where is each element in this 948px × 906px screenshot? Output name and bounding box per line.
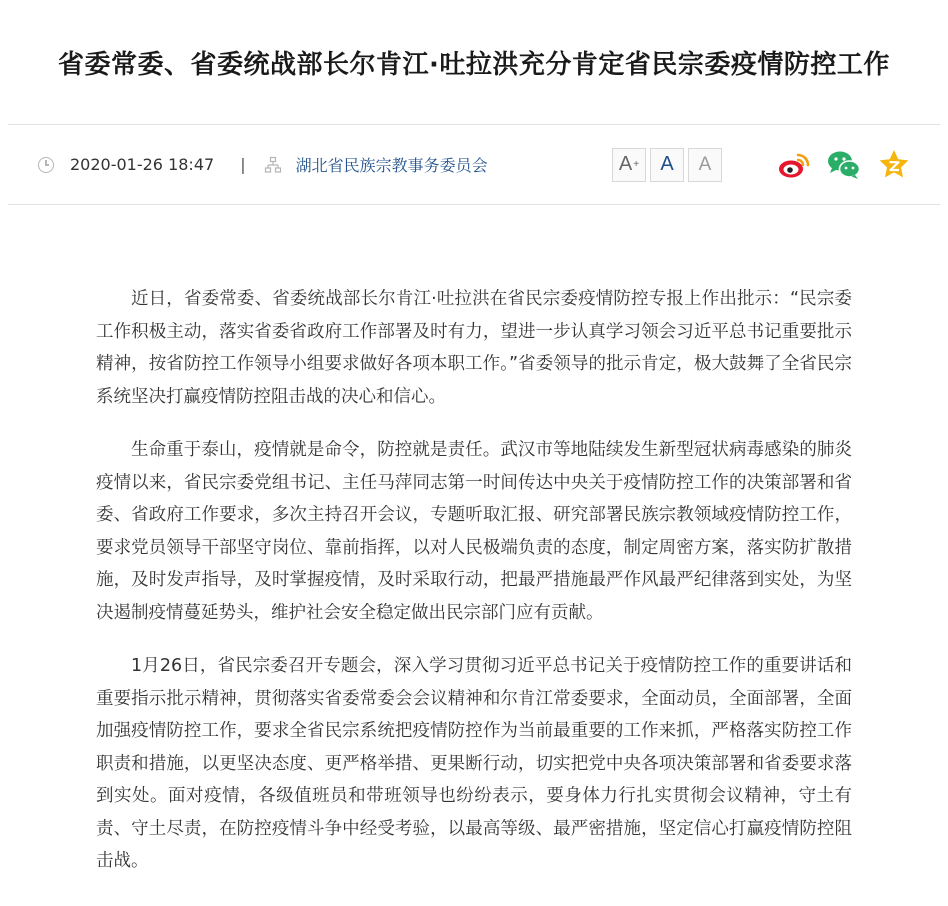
meta-separator: |	[240, 155, 246, 174]
font-size-plus-label: +	[633, 159, 640, 170]
meta-info	[38, 153, 488, 176]
qzone-icon[interactable]	[876, 147, 912, 183]
clock-icon	[38, 157, 54, 173]
title-bar	[0, 0, 948, 124]
meta-bar	[8, 125, 940, 205]
article-paragraph: 1月26日，省民宗委召开专题会，深入学习贯彻习近平总书记关于疫情防控工作的重要讲话和重要指示批示精神，贯彻落实省委常委会会议精神和尔肯江常委要求，全面动员，全面部署，全面加强疫情防控工作，要求全省民宗系统把疫情防控作为当前最重要的工作来抓，严格落实防控工作职责和措施，以更坚决态度、更严格举措、更果断行动，切实把党中央各项决策部署和省委要求落到实处。面对疫情，各级值班员和带班领导也纷纷表示，要身体力行扎实贯彻会议精神，守土有责、守土尽责，在防控疫情斗争中经受考验，以最高等级、最严密措施，坚定信心打赢疫情防控阻击战。	[96, 656, 852, 871]
font-size-medium-label: A	[660, 153, 674, 175]
article-body	[0, 205, 948, 878]
font-size-medium-button[interactable]	[650, 148, 684, 182]
source-link[interactable]: 湖北省民族宗教事务委员会	[295, 156, 488, 175]
weibo-icon[interactable]	[776, 147, 812, 183]
wechat-icon[interactable]	[826, 147, 862, 183]
article-paragraph: 生命重于泰山，疫情就是命令，防控就是责任。武汉市等地陆续发生新型冠状病毒感染的肺炎疫情以来，省民宗委党组书记、主任马萍同志第一时间传达中央关于疫情防控工作的决策部署和省委、省政府工作要求，多次主持召开会议，专题听取汇报、研究部署民族宗教领域疫情防控工作，要求党员领导干部坚守岗位、靠前指挥，以对人民极端负责的态度，制定周密方案，落实防扩散措施，及时发声指导，及时掌握疫情，及时采取行动，把最严措施最严作风最严纪律落到实处，为坚决遏制疫情蔓延势头，维护社会安全稳定做出民宗部门应有贡献。	[96, 440, 852, 623]
article-paragraph: 近日，省委常委、省委统战部长尔肯江·吐拉洪在省民宗委疫情防控专报上作出批示：“民宗委工作积极主动，落实省委省政府工作部署及时有力，望进一步认真学习领会习近平总书记重要批示精神，按省防控工作领导小组要求做好各项本职工作。”省委领导的批示肯定，极大鼓舞了全省民宗系统坚决打赢疫情防控阻击战的决心和信心。	[96, 289, 852, 407]
font-size-small-button[interactable]	[688, 148, 722, 182]
font-size-large-button[interactable]	[612, 148, 646, 182]
organization-icon	[264, 156, 282, 174]
toolbar	[608, 147, 912, 183]
font-size-small-label: A	[698, 153, 712, 175]
publish-date: 2020-01-26 18:47	[70, 155, 215, 174]
article-title: 省委常委、省委统战部长尔肯江·吐拉洪充分肯定省民宗委疫情防控工作	[58, 49, 890, 80]
font-size-large-label: A	[618, 153, 633, 175]
